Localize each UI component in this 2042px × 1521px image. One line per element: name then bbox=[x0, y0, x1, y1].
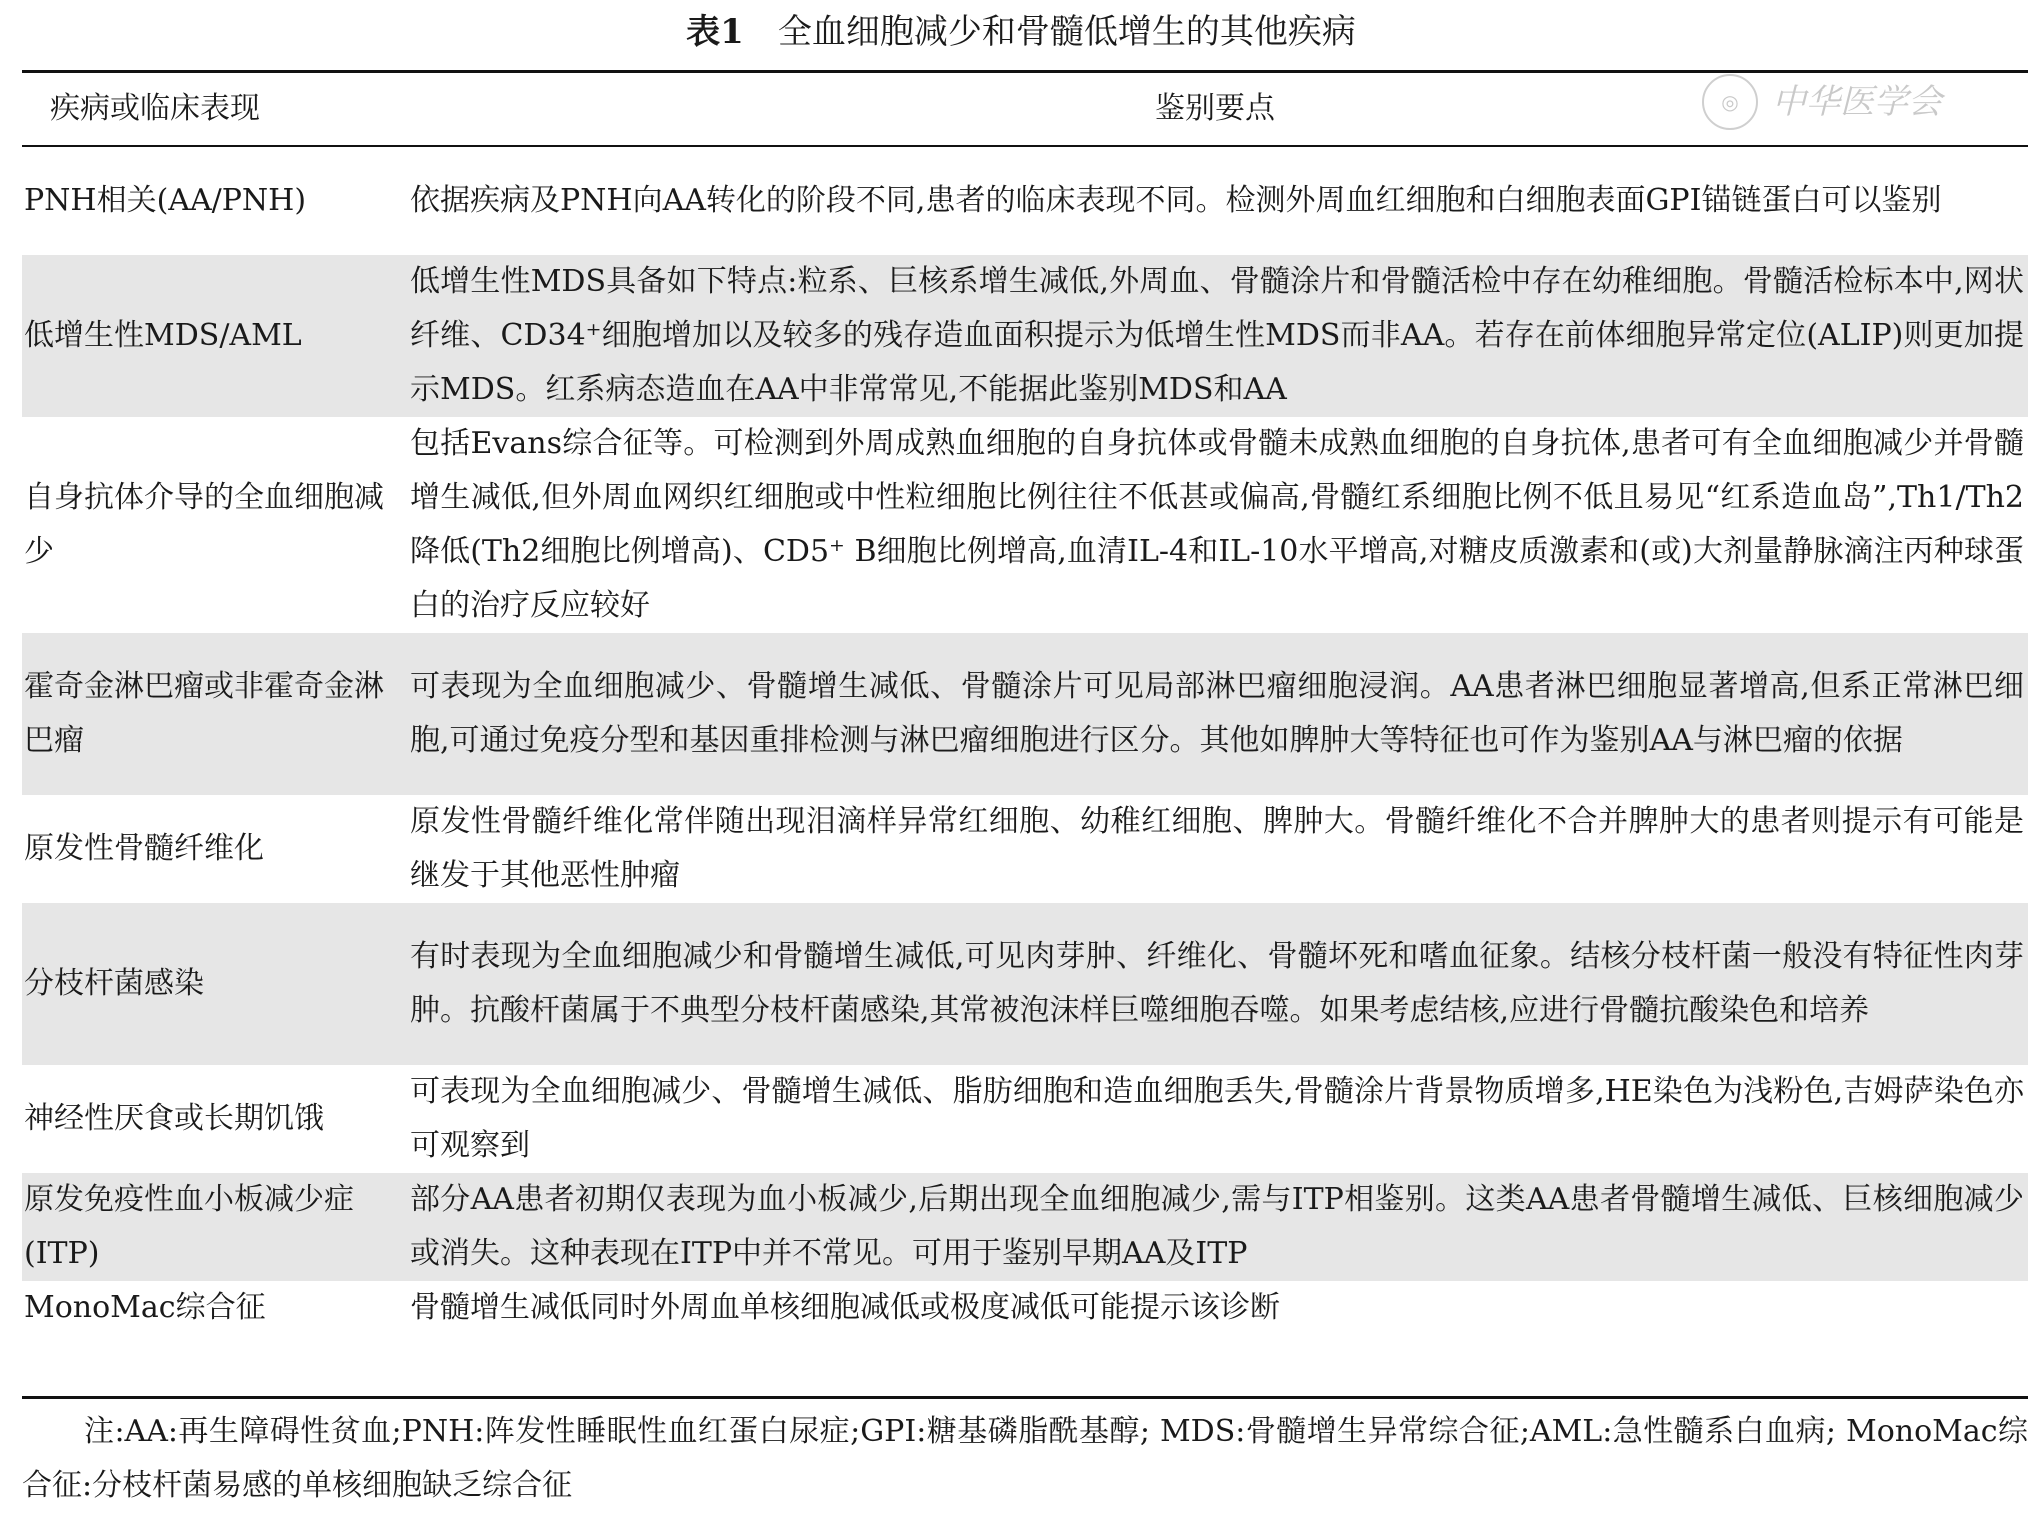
points-cell: 原发性骨髓纤维化常伴随出现泪滴样异常红细胞、幼稚红细胞、脾肿大。骨髓纤维化不合并脾肿大的患者则提示有可能是继发于其他恶性肿瘤 bbox=[410, 804, 2024, 893]
table-row bbox=[22, 1281, 2028, 1335]
table-row bbox=[22, 1173, 2028, 1281]
table-row bbox=[22, 255, 2028, 417]
points-cell: 依据疾病及PNH向AA转化的阶段不同,患者的临床表现不同。检测外周血红细胞和白细胞表面GPI锚链蛋白可以鉴别 bbox=[410, 183, 1942, 218]
points-cell: 有时表现为全血细胞减少和骨髓增生减低,可见肉芽肿、纤维化、骨髓坏死和嗜血征象。结核分枝杆菌一般没有特征性肉芽肿。抗酸杆菌属于不典型分枝杆菌感染,其常被泡沫样巨噬细胞吞噬。如果考虑结核,应进行骨髓抗酸染色和培养 bbox=[410, 939, 2024, 1028]
points-cell: 部分AA患者初期仅表现为血小板减少,后期出现全血细胞减少,需与ITP相鉴别。这类AA患者骨髓增生减低、巨核细胞减少或消失。这种表现在ITP中并不常见。可用于鉴别早期AA及ITP bbox=[410, 1182, 2024, 1271]
disease-cell: MonoMac综合征 bbox=[24, 1290, 266, 1325]
points-cell: 可表现为全血细胞减少、骨髓增生减低、骨髓涂片可见局部淋巴瘤细胞浸润。AA患者淋巴细胞显著增高,但系正常淋巴细胞,可通过免疫分型和基因重排检测与淋巴瘤细胞进行区分。其他如脾肿大等特征也可作为鉴别AA与淋巴瘤的依据 bbox=[410, 669, 2024, 758]
disease-cell: 分枝杆菌感染 bbox=[24, 966, 204, 1001]
table-row bbox=[22, 1065, 2028, 1173]
points-cell: 骨髓增生减低同时外周血单核细胞减低或极度减低可能提示该诊断 bbox=[410, 1290, 1280, 1325]
disease-cell: 原发免疫性血小板减少症(ITP) bbox=[24, 1182, 354, 1271]
watermark bbox=[1702, 72, 2002, 132]
seal-icon: ◎ bbox=[1702, 74, 1758, 130]
disease-cell: 霍奇金淋巴瘤或非霍奇金淋巴瘤 bbox=[24, 669, 384, 758]
table-row bbox=[22, 795, 2028, 903]
header-disease: 疾病或临床表现 bbox=[50, 91, 260, 126]
disease-cell: 自身抗体介导的全血细胞减少 bbox=[24, 480, 384, 569]
table-row bbox=[22, 147, 2028, 255]
table-row bbox=[22, 903, 2028, 1065]
disease-cell: 低增生性MDS/AML bbox=[24, 318, 302, 353]
table-number: 表1 bbox=[686, 12, 744, 52]
table-body bbox=[22, 147, 2028, 1335]
disease-cell: 神经性厌食或长期饥饿 bbox=[24, 1101, 324, 1136]
bottom-rule bbox=[22, 1396, 2028, 1399]
watermark-text: 中华医学会 bbox=[1772, 82, 1942, 122]
points-cell: 包括Evans综合征等。可检测到外周成熟血细胞的自身抗体或骨髓未成熟血细胞的自身抗体,患者可有全血细胞减少并骨髓增生减低,但外周血网织红细胞或中性粒细胞比例往往不低甚或偏高,骨髓红系细胞比例不低且易见“红系造血岛”,Th1/Th2降低(Th2细胞比例增高)、CD5⁺ B细胞比例增高,血清IL-4和IL-10水平增高,对糖皮质激素和(或)大剂量静脉滴注丙种球蛋白的治疗反应较好 bbox=[410, 426, 2024, 623]
points-cell: 低增生性MDS具备如下特点:粒系、巨核系增生减低,外周血、骨髓涂片和骨髓活检中存在幼稚细胞。骨髓活检标本中,网状纤维、CD34⁺细胞增加以及较多的残存造血面积提示为低增生性MDS而非AA。若存在前体细胞异常定位(ALIP)则更加提示MDS。红系病态造血在AA中非常常见,不能据此鉴别MDS和AA bbox=[410, 264, 2024, 407]
table-row bbox=[22, 633, 2028, 795]
disease-cell: 原发性骨髓纤维化 bbox=[24, 831, 264, 866]
disease-cell: PNH相关(AA/PNH) bbox=[24, 183, 307, 218]
points-cell: 可表现为全血细胞减少、骨髓增生减低、脂肪细胞和造血细胞丢失,骨髓涂片背景物质增多,HE染色为浅粉色,吉姆萨染色亦可观察到 bbox=[410, 1074, 2024, 1163]
header-points: 鉴别要点 bbox=[1155, 91, 1275, 126]
table-note: 注:AA:再生障碍性贫血;PNH:阵发性睡眠性血红蛋白尿症;GPI:糖基磷脂酰基醇; MDS:骨髓增生异常综合征;AML:急性髓系白血病; MonoMac综合征:分枝杆菌易感的单核细胞缺乏综合征 bbox=[22, 1414, 2028, 1503]
table-title-text: 全血细胞减少和骨髓低增生的其他疾病 bbox=[777, 12, 1356, 52]
table-row bbox=[22, 417, 2028, 633]
table-title bbox=[0, 6, 2042, 58]
